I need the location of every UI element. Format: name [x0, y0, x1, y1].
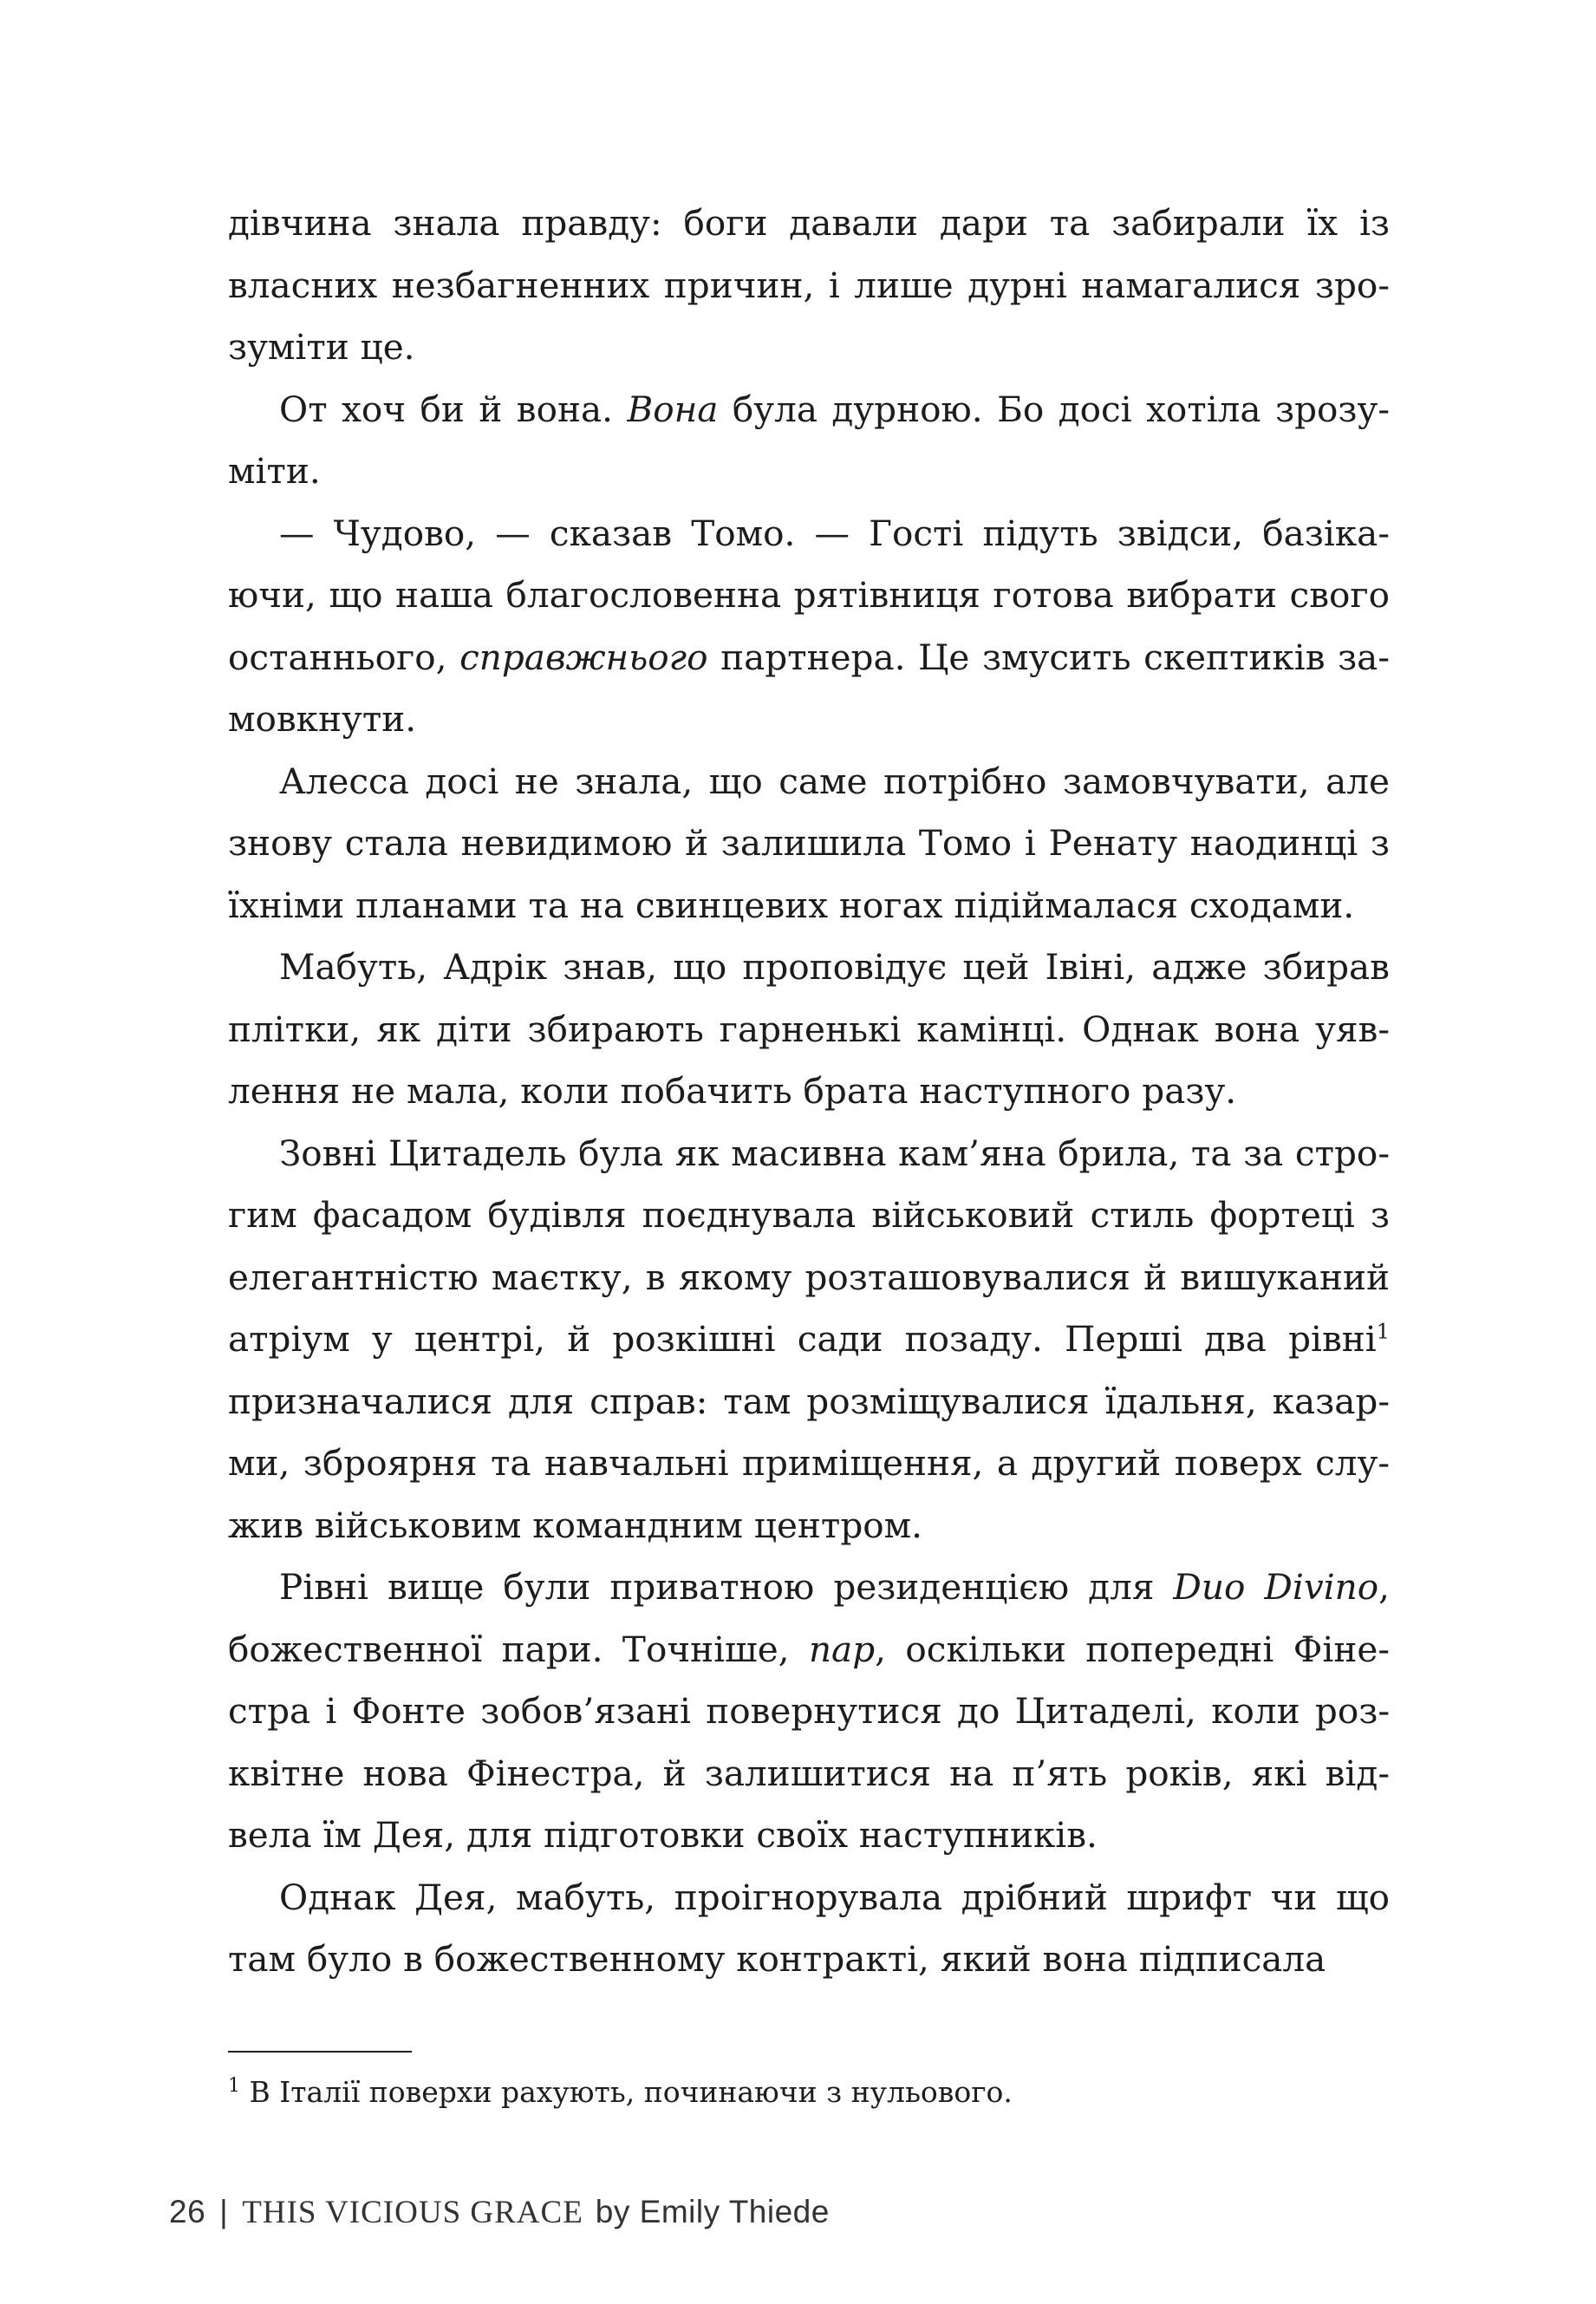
- text-run: Мабуть, Адрік знав, що проповідує цей Івіні, адже збирав плітки, як діти збирають гарненькі камінці. Однак вона уявлення не мала, коли побачить брата наступного разу.: [228, 946, 1390, 1112]
- footnote-mark: 1: [228, 2075, 240, 2097]
- paragraph: [228, 1867, 1390, 1991]
- text-run: Алесса досі не знала, що саме потрібно замовчувати, але знову стала невидимою й залишила Томо і Ренату наодинці з їхніми планами та на свинцевих ногах підіймалася сходами.: [228, 760, 1390, 926]
- paragraph: [228, 1557, 1390, 1867]
- book-title: THIS VICIOUS GRACE: [242, 2195, 583, 2230]
- italic-text: пар: [808, 1628, 876, 1670]
- paragraph: [228, 751, 1390, 937]
- text-run: , оскільки попередні Фінестра і Фонте зобов’язані повернутися до Цитаделі, коли розквітне нова Фінестра, й залишитися на п’ять років, які відвела їм Дея, для підготовки своїх наступників.: [228, 1628, 1390, 1856]
- footnote: [228, 2071, 1390, 2114]
- footnote-text: В Італії поверхи рахують, починаючи з нульового.: [240, 2075, 1013, 2109]
- text-run: була дурною. Бо досі хотіла зрозуміти.: [228, 388, 1390, 492]
- paragraph: [228, 503, 1390, 751]
- page-number: 26: [169, 2194, 206, 2229]
- paragraph: [228, 379, 1390, 503]
- paragraph: [228, 1123, 1390, 1557]
- text-run: Однак Дея, мабуть, проігнорувала дрібний шрифт чи що там було в божественному контракті, який вона підписала: [228, 1876, 1390, 1980]
- italic-text: Duo Divino: [1173, 1566, 1379, 1608]
- text-run: — Чудово, — сказав Томо. — Гості підуть звідси, базікаючи, що наша благословенна рятівниця готова вибрати свого останнього,: [228, 512, 1390, 678]
- footer-separator: |: [219, 2194, 229, 2229]
- text-run: партнера. Це змусить скептиків замовкнути.: [228, 636, 1391, 740]
- main-text: [228, 193, 1390, 1991]
- text-run: призначалися для справ: там розміщувалися їдальня, казарми, зброярня та навчальні приміщення, а другий поверх служив військовим командним центром.: [228, 1380, 1390, 1546]
- book-author: by Emily Thiede: [595, 2194, 830, 2229]
- text-run: Рівні вище були приватною резиденцією для: [279, 1566, 1174, 1608]
- footnote-reference: 1: [1376, 1319, 1390, 1344]
- italic-text: Вона: [627, 388, 719, 430]
- text-run: дівчина знала правду: боги давали дари та забирали їх із власних незбагненних причин, і лише дурні намагалися зрозуміти це.: [228, 202, 1390, 368]
- text-run: Зовні Цитадель була як масивна кам’яна брила, та за строгим фасадом будівля поєднувала військовий стиль фортеці з елегантністю маєтку, в якому розташовувалися й вишуканий атріум у центрі, й розкішні сади позаду. Перші два рівні: [228, 1132, 1390, 1360]
- paragraph: [228, 193, 1390, 379]
- italic-text: справжнього: [459, 636, 708, 678]
- footnote-divider: [228, 2051, 412, 2053]
- running-footer: [169, 2194, 830, 2231]
- paragraph: [228, 937, 1390, 1123]
- text-run: , божественної пари. Точніше,: [228, 1566, 1390, 1670]
- text-run: От хоч би й вона.: [279, 388, 628, 430]
